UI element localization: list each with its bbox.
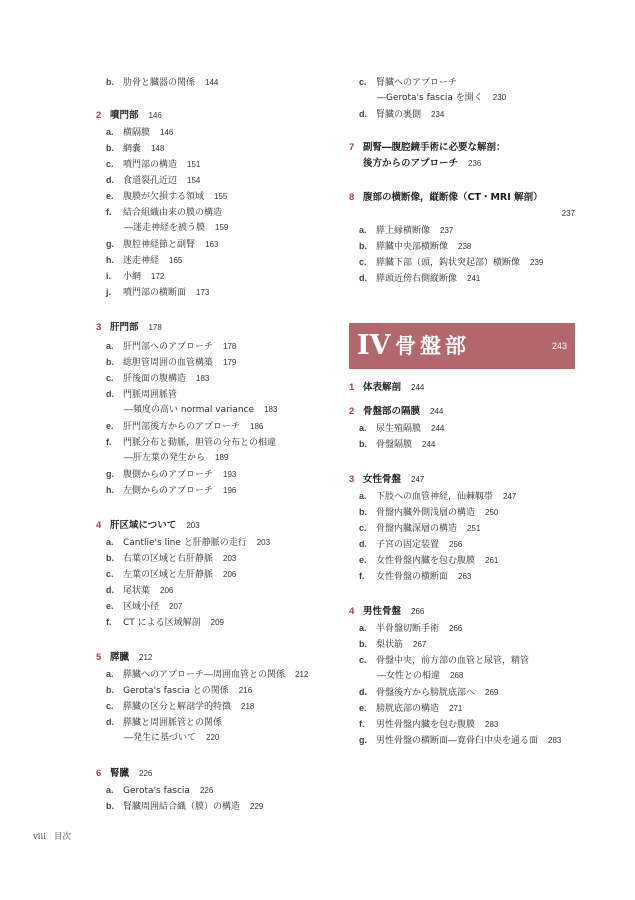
toc-entry[interactable] <box>106 668 308 681</box>
section-page-number: 244 <box>430 407 444 416</box>
toc-entry-continuation[interactable] <box>124 404 277 416</box>
entry-title: 横隔膜 <box>123 128 151 138</box>
entry-label: g. <box>106 469 114 479</box>
toc-entry[interactable] <box>106 468 236 481</box>
entry-title: 男性骨盤の横断面―寛骨臼中央を通る面 <box>376 736 539 746</box>
entry-label: b. <box>106 357 114 367</box>
section-number: 3 <box>349 474 355 485</box>
entry-page-number: 209 <box>210 618 225 627</box>
entry-page-number: 268 <box>450 671 464 680</box>
entry-page-number: 148 <box>151 144 165 153</box>
toc-section-entry[interactable] <box>96 110 162 122</box>
entry-title: 腎臓の裏側 <box>376 110 422 120</box>
entry-title: 門脈分布と動脈，胆管の分布との相違 <box>123 438 277 448</box>
entry-subtitle: ―発生に基づいて <box>124 733 197 743</box>
entry-page-number: 159 <box>215 223 229 232</box>
toc-entry-continuation[interactable] <box>124 222 228 234</box>
toc-section-entry[interactable] <box>349 606 424 618</box>
toc-entry[interactable] <box>106 174 200 187</box>
entry-page-number: 193 <box>223 470 237 479</box>
entry-label: a. <box>106 127 114 137</box>
toc-entry[interactable] <box>106 700 254 713</box>
entry-page-number: 196 <box>223 486 237 495</box>
section-title: 肝門部 <box>110 322 139 333</box>
footer-page-number: viii <box>33 832 46 842</box>
entry-label: d. <box>359 539 367 549</box>
toc-entry[interactable] <box>106 784 213 797</box>
entry-page-number: 283 <box>485 720 499 729</box>
entry-label: f. <box>359 571 365 581</box>
entry-page-number: 186 <box>250 422 264 431</box>
entry-label: d. <box>359 687 367 697</box>
toc-section-entry[interactable] <box>96 322 162 334</box>
section-number: 2 <box>349 406 355 417</box>
entry-label: d. <box>359 109 367 119</box>
entry-page-number: 183 <box>264 405 278 414</box>
toc-section-entry[interactable] <box>349 382 424 394</box>
entry-label: d. <box>106 717 114 727</box>
entry-page-number: 241 <box>467 274 481 283</box>
entry-title: 膵頭近傍右側縦断像 <box>376 274 458 284</box>
section-page-number: 212 <box>139 653 153 662</box>
toc-entry[interactable] <box>106 270 164 283</box>
entry-title: 骨盤中央，前方部の血管と尿管，精管 <box>376 656 530 666</box>
entry-page-number: 247 <box>503 492 517 501</box>
entry-title: 男性骨盤内臓を包む腹膜 <box>376 720 476 730</box>
section-title: 体表解剖 <box>363 382 402 393</box>
toc-entry[interactable] <box>106 142 164 155</box>
entry-title: 肋骨と臓器の関係 <box>123 78 196 88</box>
entry-subtitle: ―Gerota's fascia を開く <box>377 93 483 103</box>
entry-page-number: 267 <box>413 640 427 649</box>
toc-entry[interactable] <box>359 224 453 237</box>
section-page-number: 266 <box>411 607 425 616</box>
entry-title: 食道裂孔近辺 <box>123 176 178 186</box>
section-page-number: 146 <box>148 111 162 120</box>
entry-title: 右葉の区域と右肝静脈 <box>123 554 214 564</box>
entry-title: 膵臓へのアプローチ―周囲血管との関係 <box>123 670 286 680</box>
entry-title: 腎臓へのアプローチ <box>376 78 458 88</box>
toc-entry[interactable] <box>106 716 222 729</box>
entry-label: c. <box>359 77 367 87</box>
section-page-number: 247 <box>411 475 425 484</box>
toc-entry[interactable] <box>106 536 270 549</box>
entry-title: CT による区域解剖 <box>123 618 201 628</box>
entry-label: c. <box>106 373 114 383</box>
section-number: 5 <box>96 652 102 663</box>
entry-title: 尿生殖隔膜 <box>376 424 422 434</box>
entry-label: h. <box>106 255 114 265</box>
entry-label: c. <box>359 655 367 665</box>
entry-label: a. <box>359 623 367 633</box>
entry-label: d. <box>106 389 114 399</box>
entry-label: c. <box>106 701 114 711</box>
section-title: 噴門部 <box>110 110 139 121</box>
entry-label: j. <box>106 287 112 297</box>
section-title: 副腎―腹腔鏡手術に必要な解剖： <box>363 142 506 153</box>
section-title: 女性骨盤 <box>363 474 402 485</box>
toc-entry[interactable] <box>106 340 236 353</box>
entry-title: Cantlie's line と肝静脈の走行 <box>123 538 247 548</box>
section-number: 3 <box>96 322 102 333</box>
toc-entry[interactable] <box>106 238 218 251</box>
entry-page-number: 189 <box>215 453 229 462</box>
entry-title: 尾状葉 <box>123 586 151 596</box>
entry-title: 結合組織由来の膜の構造 <box>123 208 223 218</box>
entry-label: b. <box>359 639 367 649</box>
toc-section-entry[interactable] <box>349 474 424 486</box>
toc-entry[interactable] <box>106 286 209 299</box>
entry-page-number: 230 <box>492 93 507 102</box>
part-numeral: IV <box>357 330 391 361</box>
toc-entry[interactable] <box>106 684 252 697</box>
entry-page-number: 155 <box>214 192 228 201</box>
entry-title: 門脈周囲脈管 <box>123 390 178 400</box>
entry-page-number: 244 <box>431 424 445 433</box>
section-title: 男性骨盤 <box>363 606 402 617</box>
toc-entry[interactable] <box>359 654 529 667</box>
toc-entry[interactable] <box>106 76 218 89</box>
entry-page-number: 256 <box>449 540 463 549</box>
entry-title: Gerota's fascia との関係 <box>123 686 229 696</box>
section-page-number: 203 <box>186 521 200 530</box>
entry-label: a. <box>359 491 367 501</box>
entry-label: d. <box>106 175 114 185</box>
entry-label: f. <box>106 437 112 447</box>
section-page-number: 237 <box>561 209 575 218</box>
entry-title: 膵臓の区分と解剖学的特徴 <box>123 702 232 712</box>
entry-page-number: 163 <box>205 240 219 249</box>
section-number: 8 <box>349 192 355 203</box>
section-number: 7 <box>349 142 355 153</box>
entry-page-number: 244 <box>422 440 436 449</box>
section-title: 腎臓 <box>110 768 130 779</box>
entry-title: 腹側からのアプローチ <box>123 470 214 480</box>
toc-entry[interactable] <box>106 388 177 401</box>
entry-label: b. <box>106 685 114 695</box>
entry-page-number: 237 <box>440 226 454 235</box>
entry-title: 下肢への血管神経，仙棘靱帯 <box>376 492 494 502</box>
toc-entry-continuation[interactable] <box>377 92 506 104</box>
section-page-number: 236 <box>468 159 482 168</box>
toc-entry[interactable] <box>359 554 498 567</box>
toc-entry[interactable] <box>359 686 498 699</box>
entry-page-number: 206 <box>160 586 174 595</box>
toc-entry[interactable] <box>359 506 498 519</box>
entry-label: a. <box>359 225 367 235</box>
entry-page-number: 226 <box>199 786 214 795</box>
entry-page-number: 178 <box>223 342 237 351</box>
entry-page-number: 203 <box>223 554 237 563</box>
entry-label: e. <box>106 421 114 431</box>
entry-title: 噴門部の横断面 <box>123 288 187 298</box>
entry-label: e. <box>106 191 114 201</box>
entry-page-number: 216 <box>238 686 253 695</box>
entry-label: e. <box>359 555 367 565</box>
toc-entry[interactable] <box>359 538 462 551</box>
toc-entry[interactable] <box>359 490 516 503</box>
entry-title: 左葉の区域と左肝静脈 <box>123 570 214 580</box>
toc-entry[interactable] <box>359 76 457 89</box>
toc-entry[interactable] <box>106 800 263 813</box>
entry-title: 膀胱底部の構造 <box>376 704 440 714</box>
toc-entry-continuation[interactable] <box>124 452 228 464</box>
entry-label: b. <box>106 801 114 811</box>
toc-section-entry[interactable] <box>96 768 152 780</box>
entry-label: c. <box>359 257 367 267</box>
entry-label: f. <box>359 719 365 729</box>
section-number: 4 <box>349 606 355 617</box>
toc-entry[interactable] <box>106 206 222 219</box>
toc-entry[interactable] <box>106 372 209 385</box>
entry-page-number: 266 <box>449 624 463 633</box>
section-title-continued: 後方からのアプローチ <box>363 158 459 169</box>
entry-page-number: 218 <box>241 702 255 711</box>
entry-title: 女性骨盤内臓を包む腹膜 <box>376 556 476 566</box>
toc-entry[interactable] <box>106 568 236 581</box>
entry-title: 梨状筋 <box>376 640 404 650</box>
entry-page-number: 173 <box>196 288 210 297</box>
entry-title: 肝門部後方からのアプローチ <box>123 422 241 432</box>
toc-entry[interactable] <box>359 108 444 121</box>
toc-entry[interactable] <box>106 190 227 203</box>
entry-label: c. <box>106 569 114 579</box>
entry-title: 子宮の固定装置 <box>376 540 440 550</box>
entry-label: h. <box>106 485 114 495</box>
entry-title: 膵臓下部（頭，鈎状突起部）横断像 <box>376 258 521 268</box>
entry-title: 腎臓周囲結合織（膜）の構造 <box>123 802 241 812</box>
toc-section-entry[interactable] <box>349 406 443 418</box>
entry-subtitle: ―頻度の高い normal variance <box>124 405 255 415</box>
toc-entry[interactable] <box>359 718 498 731</box>
toc-entry[interactable] <box>106 552 236 565</box>
entry-page-number: 151 <box>187 160 201 169</box>
entry-label: f. <box>106 207 112 217</box>
entry-page-number: 229 <box>250 802 264 811</box>
toc-entry[interactable] <box>359 256 543 269</box>
toc-entry[interactable] <box>359 422 444 435</box>
entry-label: b. <box>359 439 367 449</box>
section-title: 膵臓 <box>110 652 130 663</box>
entry-page-number: 261 <box>485 556 499 565</box>
entry-label: d. <box>106 585 114 595</box>
entry-label: c. <box>106 159 114 169</box>
entry-label: g. <box>106 239 114 249</box>
toc-entry[interactable] <box>359 702 462 715</box>
entry-title: 膵臓と周囲脈管との関係 <box>123 718 223 728</box>
toc-entry[interactable] <box>106 484 236 497</box>
toc-entry[interactable] <box>106 600 182 613</box>
entry-label: a. <box>106 785 114 795</box>
toc-entry[interactable] <box>359 734 561 747</box>
toc-section-entry[interactable] <box>349 192 543 204</box>
section-title: 肝区域について <box>110 520 177 531</box>
entry-title: 肝門部へのアプローチ <box>123 342 214 352</box>
entry-label: e. <box>106 601 114 611</box>
entry-page-number: 239 <box>530 258 544 267</box>
toc-entry[interactable] <box>106 356 236 369</box>
entry-page-number: 154 <box>187 176 201 185</box>
entry-label: a. <box>106 537 114 547</box>
entry-label: c. <box>359 523 367 533</box>
toc-entry[interactable] <box>106 584 173 597</box>
entry-page-number: 250 <box>485 508 499 517</box>
toc-entry[interactable] <box>106 616 224 629</box>
entry-title: 女性骨盤の横断面 <box>376 572 449 582</box>
toc-entry[interactable] <box>359 622 462 635</box>
entry-title: 小網 <box>123 272 142 282</box>
entry-title: 骨盤後方から膀胱底部へ <box>376 688 476 698</box>
entry-title: 膵臓中央部横断像 <box>376 242 449 252</box>
entry-title: 腹腔神経節と副腎 <box>123 240 196 250</box>
entry-label: i. <box>106 271 112 281</box>
section-number: 2 <box>96 110 102 121</box>
entry-label: e. <box>359 703 367 713</box>
section-number: 1 <box>349 382 355 393</box>
section-page-number: 244 <box>411 383 425 392</box>
toc-entry[interactable] <box>359 570 471 583</box>
section-title: 腹部の横断像，縦断像（CT・MRI 解剖） <box>363 192 543 203</box>
entry-label: a. <box>359 423 367 433</box>
entry-label: b. <box>106 77 114 87</box>
entry-page-number: 212 <box>295 670 309 679</box>
toc-entry-continuation[interactable] <box>377 670 463 682</box>
entry-subtitle: ―肝左葉の発生から <box>124 453 206 463</box>
footer-label: 目次 <box>53 832 71 842</box>
toc-entry[interactable] <box>359 240 471 253</box>
part-banner[interactable] <box>349 323 575 369</box>
entry-page-number: 283 <box>548 736 562 745</box>
entry-label: d. <box>359 273 367 283</box>
entry-page-number: 165 <box>169 256 183 265</box>
entry-label: f. <box>106 617 112 627</box>
entry-page-number: 172 <box>151 272 165 281</box>
entry-title: 腹膜が欠損する領域 <box>123 192 205 202</box>
toc-entry[interactable] <box>359 272 480 285</box>
toc-entry[interactable] <box>106 126 173 139</box>
entry-page-number: 263 <box>458 572 472 581</box>
entry-title: 膵上縁横断像 <box>376 226 431 236</box>
entry-label: b. <box>106 553 114 563</box>
entry-title: 総胆管周囲の血管構築 <box>123 358 214 368</box>
section-page-number: 226 <box>139 769 153 778</box>
entry-title: 噴門部の構造 <box>123 160 178 170</box>
entry-title: 骨盤内臓外側浅層の構造 <box>376 508 476 518</box>
entry-title: 骨盤隔膜 <box>376 440 413 450</box>
entry-title: 網嚢 <box>123 144 142 154</box>
entry-page-number: 146 <box>160 128 174 137</box>
entry-page-number: 220 <box>206 733 220 742</box>
toc-section-continuation[interactable] <box>363 158 481 170</box>
entry-page-number: 234 <box>431 110 445 119</box>
toc-entry[interactable] <box>106 158 200 171</box>
toc-entry[interactable] <box>359 522 480 535</box>
toc-entry[interactable] <box>106 436 276 449</box>
entry-page-number: 203 <box>256 538 271 547</box>
entry-title: Gerota's fascia <box>123 786 190 796</box>
toc-section-entry[interactable] <box>96 520 200 532</box>
toc-section-entry[interactable] <box>96 652 152 664</box>
entry-label: a. <box>106 669 114 679</box>
toc-entry[interactable] <box>359 638 426 651</box>
part-title: 骨盤部 <box>395 333 470 358</box>
section-page-number: 178 <box>148 323 162 332</box>
entry-label: b. <box>359 241 367 251</box>
toc-entry[interactable] <box>106 420 263 433</box>
entry-title: 半骨盤切断手術 <box>376 624 440 634</box>
entry-page-number: 238 <box>458 242 472 251</box>
entry-label: b. <box>106 143 114 153</box>
toc-section-entry[interactable] <box>349 142 506 154</box>
entry-page-number: 251 <box>467 524 481 533</box>
part-page-number: 243 <box>551 341 567 351</box>
entry-page-number: 207 <box>169 602 183 611</box>
entry-page-number: 183 <box>196 374 210 383</box>
entry-title: 肝後面の腹構造 <box>123 374 187 384</box>
section-number: 4 <box>96 520 102 531</box>
entry-page-number: 179 <box>223 358 237 367</box>
entry-label: b. <box>359 507 367 517</box>
entry-subtitle: ―迷走神経を被う膜 <box>124 223 206 233</box>
entry-page-number: 269 <box>485 688 499 697</box>
section-number: 6 <box>96 768 102 779</box>
toc-entry[interactable] <box>359 438 435 451</box>
toc-entry[interactable] <box>106 254 182 267</box>
entry-title: 左側からのアプローチ <box>123 486 214 496</box>
entry-page-number: 206 <box>223 570 237 579</box>
entry-page-number: 144 <box>205 78 219 87</box>
section-title: 骨盤部の隔膜 <box>363 406 421 417</box>
entry-subtitle: ―女性との相違 <box>377 671 441 681</box>
page-footer <box>33 830 71 842</box>
entry-title: 骨盤内臓深層の構造 <box>376 524 458 534</box>
entry-title: 区域小径 <box>123 602 160 612</box>
entry-label: a. <box>106 341 114 351</box>
entry-title: 迷走神経 <box>123 256 160 266</box>
toc-entry-continuation[interactable] <box>124 732 219 744</box>
entry-label: g. <box>359 735 367 745</box>
entry-page-number: 271 <box>449 704 463 713</box>
